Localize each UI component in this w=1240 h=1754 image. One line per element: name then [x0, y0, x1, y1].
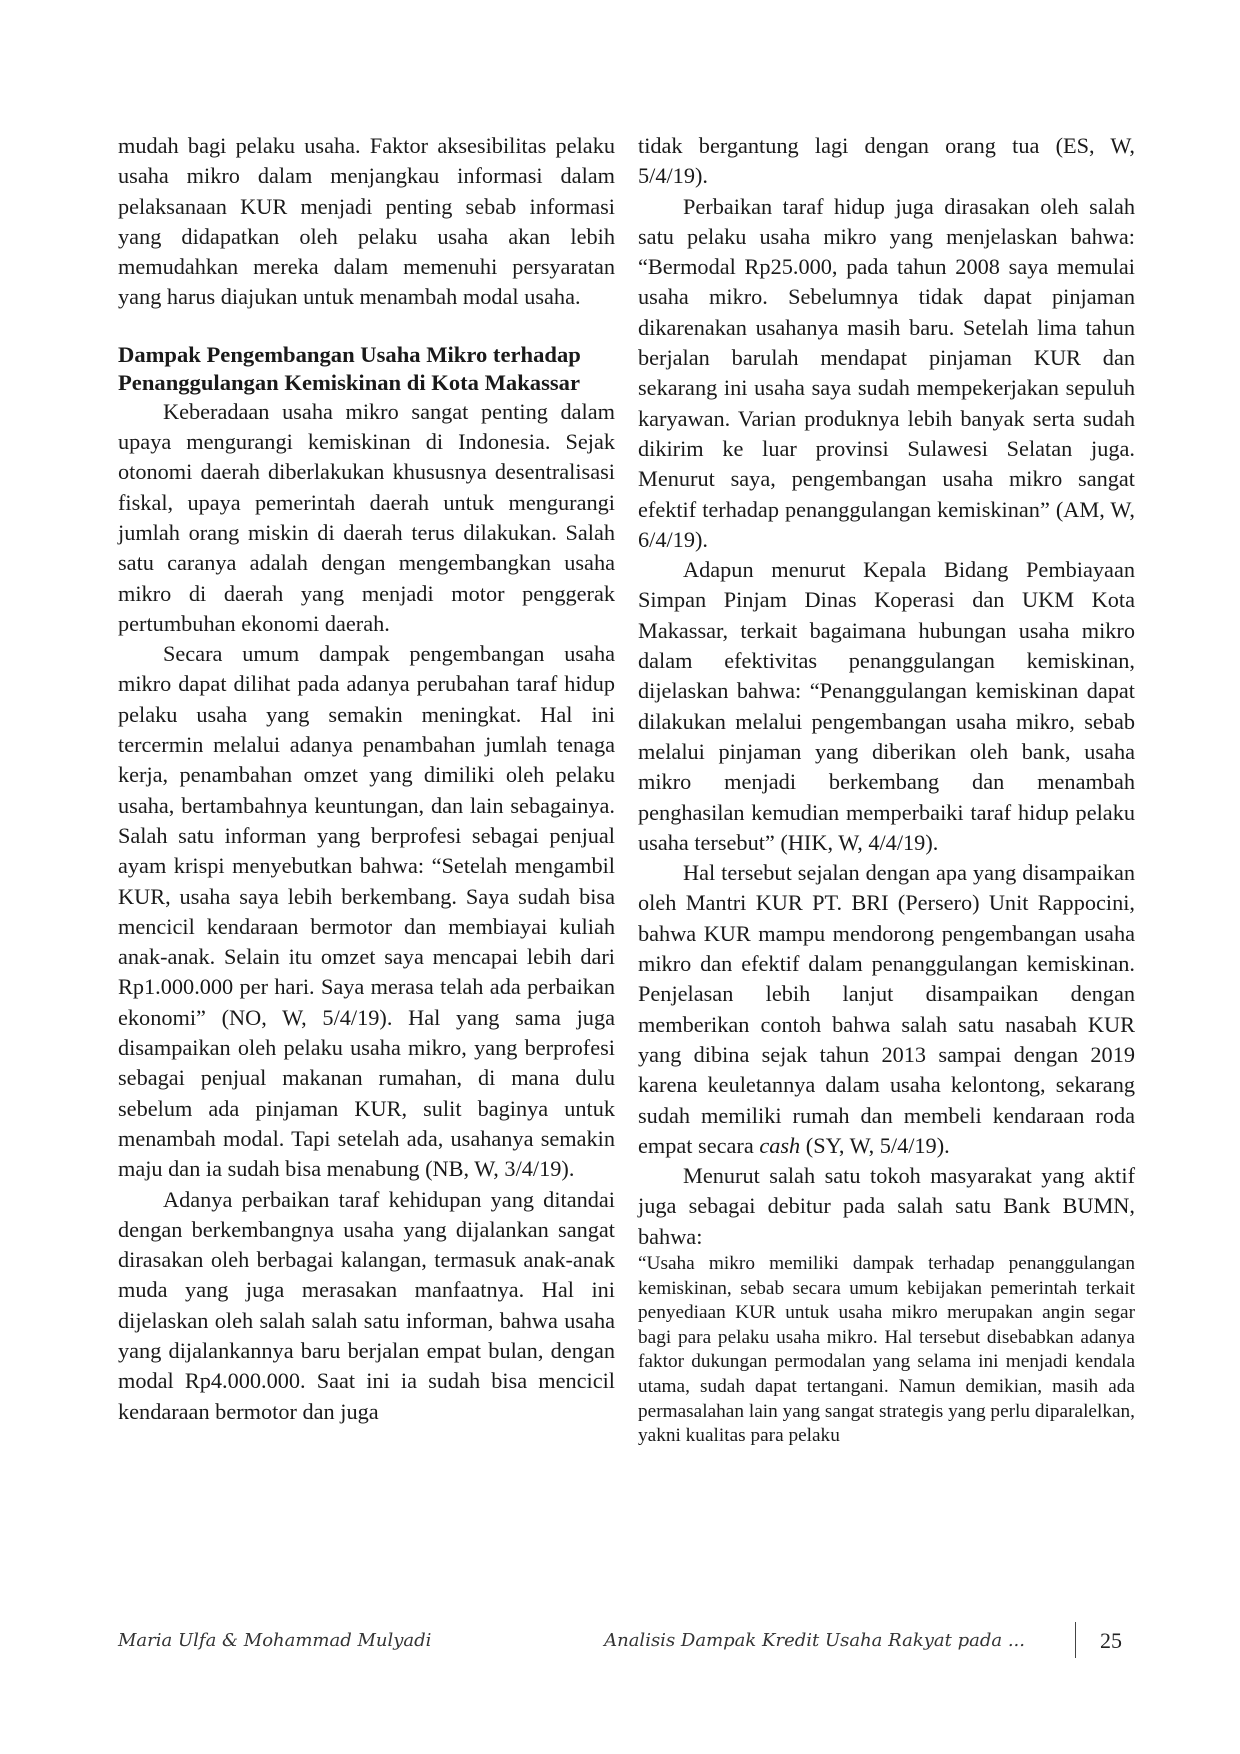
right-column: [638, 131, 1135, 1449]
paragraph: mudah bagi pelaku usaha. Faktor aksesibilitas pelaku usaha mikro dalam menjangkau informasi dalam pelaksanaan KUR menjadi penting sebab informasi yang didapatkan oleh pelaku usaha akan lebih memudahkan mereka dalam memenuhi persyaratan yang harus diajukan untuk menambah modal usaha.: [118, 133, 615, 310]
paragraph-text: Hal tersebut sejalan dengan apa yang disampaikan oleh Mantri KUR PT. BRI (Persero) Unit Rappocini, bahwa KUR mampu mendorong pengembangan usaha mikro dan efektif dalam penanggulangan kemiskinan. Penjelasan lebih lanjut disampaikan dengan memberikan contoh bahwa salah satu nasabah KUR yang dibina sejak tahun 2013 sampai dengan 2019 karena keuletannya dalam usaha kelontong, sekarang sudah memiliki rumah dan membeli kendaraan roda empat secara: [638, 860, 1135, 1158]
section-heading: Dampak Pengembangan Usaha Mikro terhadap Penanggulangan Kemiskinan di Kota Makassar: [118, 341, 581, 395]
italic-term: cash: [759, 1132, 801, 1158]
paragraph: Keberadaan usaha mikro sangat penting dalam upaya mengurangi kemiskinan di Indonesia. Sejak otonomi daerah diberlakukan khususnya desentralisasi fiskal, upaya pemerintah daerah untuk mengurangi jumlah orang miskin di daerah terus dilakukan. Salah satu caranya adalah dengan mengembangkan usaha mikro di daerah yang menjadi motor penggerak pertumbuhan ekonomi daerah.: [118, 398, 615, 636]
paragraph: Secara umum dampak pengembangan usaha mikro dapat dilihat pada adanya perubahan taraf hidup pelaku usaha yang semakin meningkat. Hal ini tercermin melalui adanya penambahan jumlah tenaga kerja, penambahan omzet yang dimiliki oleh pelaku usaha, bertambahnya keuntungan, dan lain sebagainya. Salah satu informan yang berprofesi sebagai penjual ayam krispi menyebutkan bahwa: “Setelah mengambil KUR, usaha saya lebih berkembang. Saya sudah bisa mencicil kendaraan bermotor dan membiayai kuliah anak-anak. Selain itu omzet saya mencapai lebih dari Rp1.000.000 per hari. Saya merasa telah ada perbaikan ekonomi” (NO, W, 5/4/19). Hal yang sama juga disampaikan oleh pelaku usaha mikro, yang berprofesi sebagai penjual makanan rumahan, di mana dulu sebelum ada pinjaman KUR, sulit baginya untuk menambah modal. Tapi setelah ada, usahanya semakin maju dan ia sudah bisa menabung (NB, W, 3/4/19).: [118, 641, 615, 1182]
footer-running-title: Analisis Dampak Kredit Usaha Rakyat pada ...: [604, 1630, 1025, 1651]
paragraph: Menurut salah satu tokoh masyarakat yang aktif juga sebagai debitur pada salah satu Bank BUMN, bahwa:: [638, 1163, 1135, 1249]
paragraph: Perbaikan taraf hidup juga dirasakan oleh salah satu pelaku usaha mikro yang menjelaskan bahwa: “Bermodal Rp25.000, pada tahun 2008 saya memulai usaha mikro. Sebelumnya tidak dapat pinjaman dikarenakan usahanya masih baru. Setelah lima tahun berjalan barulah mendapat pinjaman KUR dan sekarang ini usaha saya sudah mempekerjakan sepuluh karyawan. Varian produknya lebih banyak serta sudah dikirim ke luar provinsi Sulawesi Selatan juga. Menurut saya, pengembangan usaha mikro sangat efektif terhadap penanggulangan kemiskinan” (AM, W, 6/4/19).: [638, 193, 1135, 552]
footer-divider: [1075, 1622, 1076, 1658]
paragraph: tidak bergantung lagi dengan orang tua (ES, W, 5/4/19).: [638, 133, 1135, 189]
paragraph: Adanya perbaikan taraf kehidupan yang ditandai dengan berkembangnya usaha yang dijalankan sangat dirasakan oleh berbagai kalangan, termasuk anak-anak muda yang juga merasakan manfaatnya. Hal ini dijelaskan oleh salah salah satu informan, bahwa usaha yang dijalankannya baru berjalan empat bulan, dengan modal Rp4.000.000. Saat ini ia sudah bisa mencicil kendaraan bermotor dan juga: [118, 1186, 615, 1424]
left-column: [118, 131, 615, 1427]
paragraph: Adapun menurut Kepala Bidang Pembiayaan Simpan Pinjam Dinas Koperasi dan UKM Kota Makassar, terkait bagaimana hubungan usaha mikro dalam efektivitas penanggulangan kemiskinan, dijelaskan bahwa: “Penanggulangan kemiskinan dapat dilakukan melalui pengembangan usaha mikro, sebab melalui pinjaman yang diberikan oleh bank, usaha mikro menjadi berkembang dan menambah penghasilan kemudian memperbaiki taraf hidup pelaku usaha tersebut” (HIK, W, 4/4/19).: [638, 557, 1135, 855]
page-footer: [0, 1622, 1240, 1662]
paragraph: [638, 858, 1135, 1161]
footer-authors: Maria Ulfa & Mohammad Mulyadi: [118, 1630, 432, 1651]
block-quote: “Usaha mikro memiliki dampak terhadap penanggulangan kemiskinan, sebab secara umum kebijakan pemerintah terkait penyediaan KUR untuk usaha mikro merupakan angin segar bagi para pelaku usaha mikro. Hal tersebut disebabkan adanya faktor dukungan permodalan yang selama ini menjadi kendala utama, sudah dapat tertangani. Namun demikian, masih ada permasalahan lain yang sangat strategis yang perlu diparalelkan, yakni kualitas para pelaku: [638, 1252, 1135, 1447]
page-number: 25: [1100, 1628, 1122, 1653]
paragraph-text: (SY, W, 5/4/19).: [800, 1132, 950, 1158]
